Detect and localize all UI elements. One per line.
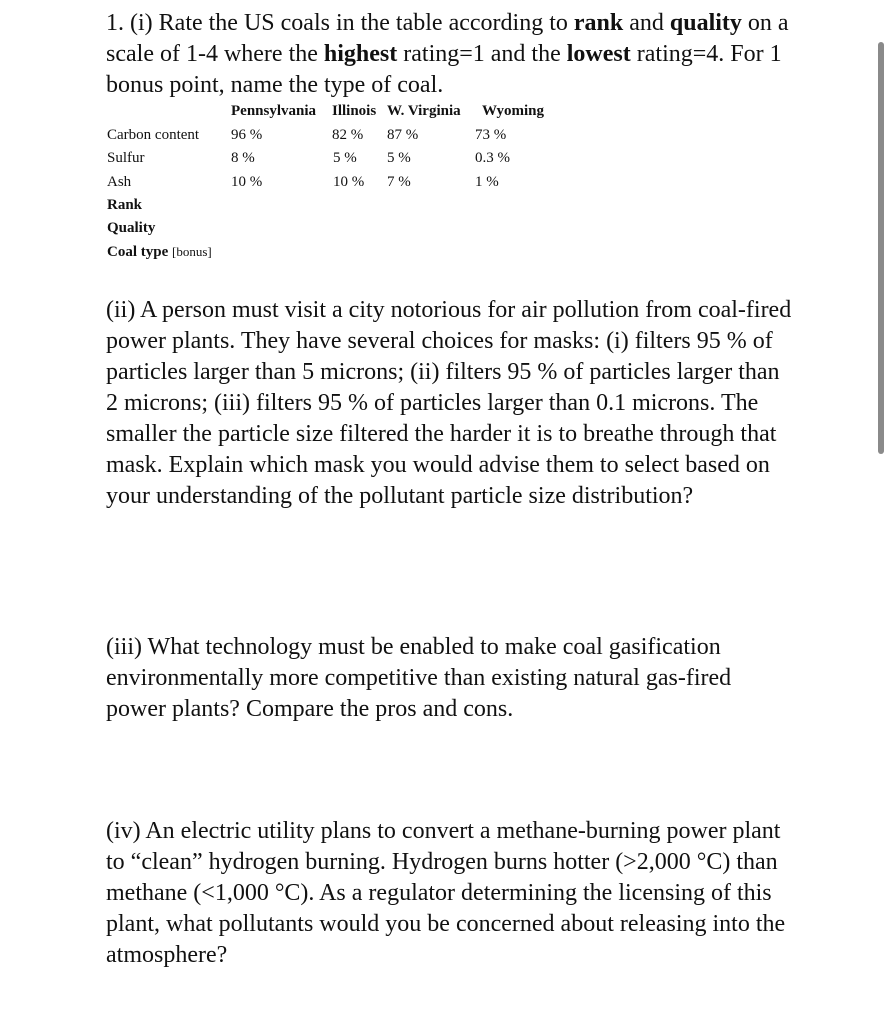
cell-carbon-west-virginia: 87 % bbox=[387, 127, 419, 143]
question-2-text: (ii) A person must visit a city notorious for air pollution from coal-fired power plants. They have several choices for masks: (i) filters 95 % of particles larger than 5 microns; (ii) filters 95 % of particles larger than 2 microns; (iii) filters 95 % of particles larger than 0.1 microns. The smaller the particle size filtered the harder it is to breathe through that mask. Explain which mask you would advise them to select based on your understanding of the pollutant particle size distribution? bbox=[106, 297, 792, 509]
cell-sulfur-pennsylvania: 8 % bbox=[231, 150, 255, 166]
q1-quality-bold: quality bbox=[669, 10, 742, 36]
header-west-virginia: W. Virginia bbox=[387, 103, 461, 119]
question-4-text: (iv) An electric utility plans to convert a methane-burning power plant to “clean” hydrogen burning. Hydrogen burns hotter (>2,000 °C) than methane (<1,000 °C). As a regulator determining the licensing of this plant, what pollutants would you be concerned about releasing into the atmosphere? bbox=[106, 818, 786, 968]
row-label-rank: Rank bbox=[107, 197, 143, 213]
question-3-text: (iii) What technology must be enabled to make coal gasification environmentally more competitive than existing natural gas-fired power plants? Compare the pros and cons. bbox=[106, 634, 732, 722]
q1-text-e: rating=4. For 1 bonus point, name the type of coal. bbox=[106, 41, 782, 98]
row-label-ash: Ash bbox=[107, 174, 132, 190]
coal-type-label: Coal type bbox=[107, 244, 169, 260]
cell-ash-pennsylvania: 10 % bbox=[231, 174, 263, 190]
cell-sulfur-wyoming: 0.3 % bbox=[475, 150, 510, 166]
row-label-coal-type bbox=[107, 243, 212, 261]
q1-highest-bold: highest bbox=[323, 41, 398, 67]
row-label-carbon: Carbon content bbox=[107, 127, 200, 143]
q1-text-b: and bbox=[623, 10, 670, 36]
cell-ash-west-virginia: 7 % bbox=[387, 174, 411, 190]
header-illinois: Illinois bbox=[332, 103, 377, 119]
header-wyoming: Wyoming bbox=[482, 103, 544, 119]
cell-sulfur-west-virginia: 5 % bbox=[387, 150, 411, 166]
q1-text-c: on a scale of 1-4 where the bbox=[106, 10, 789, 67]
q1-rank-bold: rank bbox=[573, 10, 624, 36]
cell-ash-illinois: 10 % bbox=[333, 174, 365, 190]
q1-text-d: rating=1 and the bbox=[397, 41, 567, 67]
cell-carbon-wyoming: 73 % bbox=[475, 127, 507, 143]
bonus-label: [bonus] bbox=[172, 244, 212, 259]
q1-text-a: 1. (i) Rate the US coals in the table according to bbox=[106, 10, 574, 36]
q1-lowest-bold: lowest bbox=[566, 41, 631, 67]
header-pennsylvania: Pennsylvania bbox=[231, 103, 317, 119]
vertical-scrollbar[interactable] bbox=[878, 42, 884, 454]
row-label-quality: Quality bbox=[107, 220, 156, 236]
cell-ash-wyoming: 1 % bbox=[475, 174, 499, 190]
cell-sulfur-illinois: 5 % bbox=[333, 150, 357, 166]
question-1-text bbox=[106, 8, 806, 101]
cell-carbon-illinois: 82 % bbox=[332, 127, 364, 143]
row-label-sulfur: Sulfur bbox=[107, 150, 145, 166]
cell-carbon-pennsylvania: 96 % bbox=[231, 127, 263, 143]
